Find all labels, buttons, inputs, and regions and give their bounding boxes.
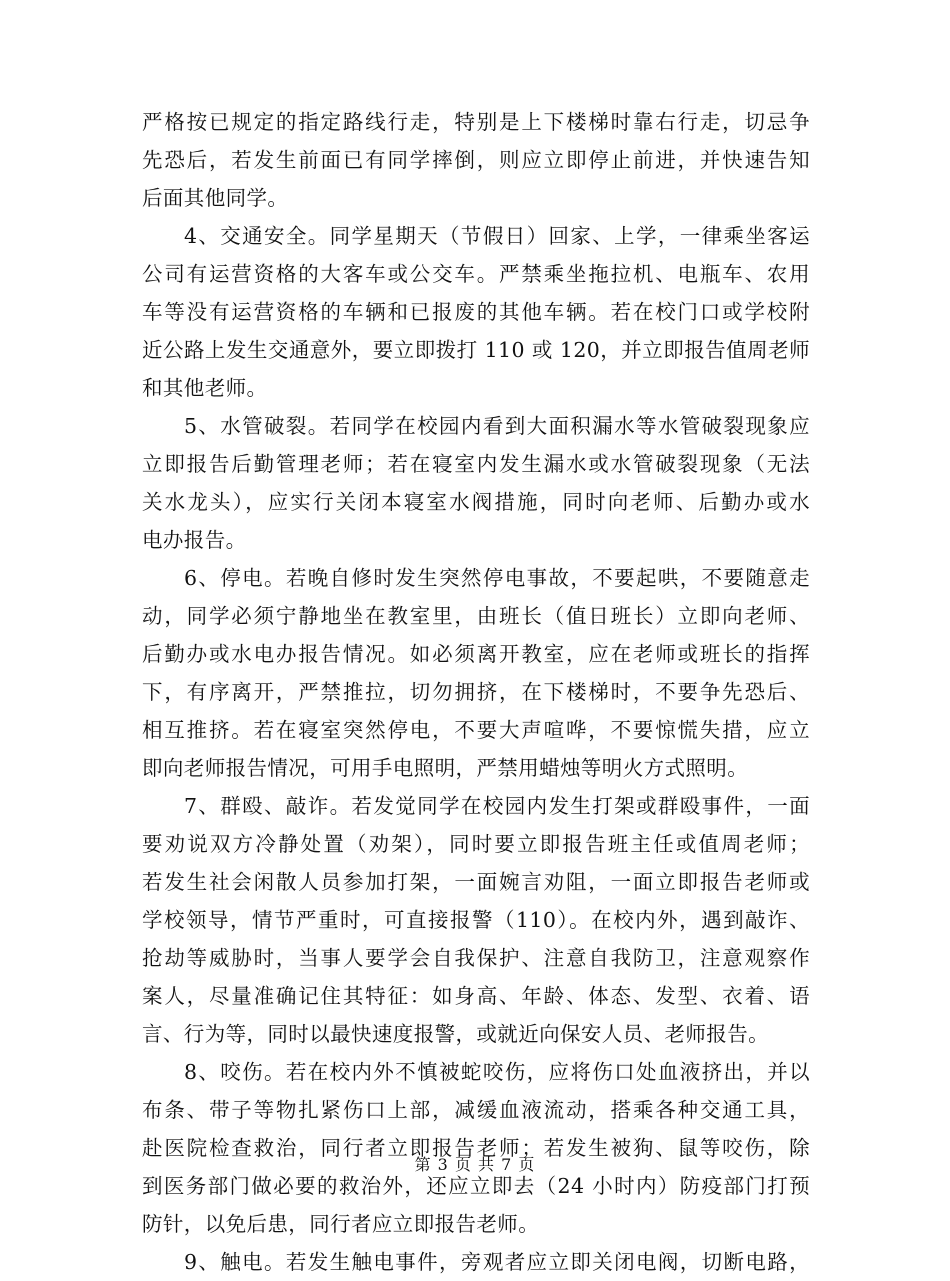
text-line: 公司有运营资格的大客车或公交车。严禁乘坐拖拉机、电瓶车、农用 xyxy=(142,262,810,286)
text-line: 电办报告。 xyxy=(142,528,247,552)
text-line: 要劝说双方冷静处置（劝架），同时要立即报告班主任或值周老师； xyxy=(142,832,810,856)
paragraph-first-line: 4、交通安全。同学星期天（节假日）回家、上学，一律乘坐客运 xyxy=(184,224,810,248)
text-line: 关水龙头），应实行关闭本寝室水阀措施，同时向老师、后勤办或水 xyxy=(142,490,810,514)
text-line: 即向老师报告情况，可用手电照明，严禁用蜡烛等明火方式照明。 xyxy=(142,756,749,780)
paragraph-first-line: 8、咬伤。若在校内外不慎被蛇咬伤，应将伤口处血液挤出，并以 xyxy=(184,1060,810,1084)
text-line: 抢劫等威胁时，当事人要学会自我保护、注意自我防卫，注意观察作 xyxy=(142,946,810,970)
text-line: 立即报告后勤管理老师；若在寝室内发生漏水或水管破裂现象（无法 xyxy=(142,452,810,476)
text-line: 先恐后，若发生前面已有同学摔倒，则应立即停止前进，并快速告知 xyxy=(142,148,810,172)
text-line: 相互推挤。若在寝室突然停电，不要大声喧哗，不要惊慌失措，应立 xyxy=(142,718,810,742)
text-line: 后勤办或水电办报告情况。如必须离开教室，应在老师或班长的指挥 xyxy=(142,642,810,666)
page-number-footer: 第 3 页 共 7 页 xyxy=(414,1155,536,1174)
paragraph-first-line: 5、水管破裂。若同学在校园内看到大面积漏水等水管破裂现象应 xyxy=(184,414,810,438)
text-line: 言、行为等，同时以最快速度报警，或就近向保安人员、老师报告。 xyxy=(142,1022,769,1046)
paragraph-first-line: 7、群殴、敲诈。若发觉同学在校园内发生打架或群殴事件，一面 xyxy=(184,794,810,818)
text-line: 严格按已规定的指定路线行走，特别是上下楼梯时靠右行走，切忌争 xyxy=(142,110,810,134)
text-line: 到医务部门做必要的救治外，还应立即去（24 小时内）防疫部门打预 xyxy=(142,1174,810,1198)
text-line: 车等没有运营资格的车辆和已报废的其他车辆。若在校门口或学校附 xyxy=(142,300,810,324)
text-line: 和其他老师。 xyxy=(142,376,268,400)
text-line: 学校领导，情节严重时，可直接报警（110）。在校内外，遇到敲诈、 xyxy=(142,908,810,932)
text-line: 若发生社会闲散人员参加打架，一面婉言劝阻，一面立即报告老师或 xyxy=(142,870,810,894)
text-line: 案人，尽量准确记住其特征：如身高、年龄、体态、发型、衣着、语 xyxy=(142,984,810,1008)
paragraph-first-line: 9、触电。若发生触电事件，旁观者应立即关闭电阀，切断电路， xyxy=(184,1250,810,1274)
text-line: 防针，以免后患，同行者应立即报告老师。 xyxy=(142,1212,540,1236)
text-line: 后面其他同学。 xyxy=(142,186,289,210)
text-line: 布条、带子等物扎紧伤口上部，减缓血液流动，搭乘各种交通工具， xyxy=(142,1098,810,1122)
document-body xyxy=(142,103,810,1281)
text-line: 动，同学必须宁静地坐在教室里，由班长（值日班长）立即向老师、 xyxy=(142,604,810,628)
text-line: 赴医院检查救治，同行者立即报告老师；若发生被狗、鼠等咬伤，除 xyxy=(142,1136,810,1160)
paragraph-first-line: 6、停电。若晚自修时发生突然停电事故，不要起哄，不要随意走 xyxy=(184,566,810,590)
text-line: 下，有序离开，严禁推拉，切勿拥挤，在下楼梯时，不要争先恐后、 xyxy=(142,680,810,704)
text-line: 近公路上发生交通意外，要立即拨打 110 或 120，并立即报告值周老师 xyxy=(142,338,810,362)
